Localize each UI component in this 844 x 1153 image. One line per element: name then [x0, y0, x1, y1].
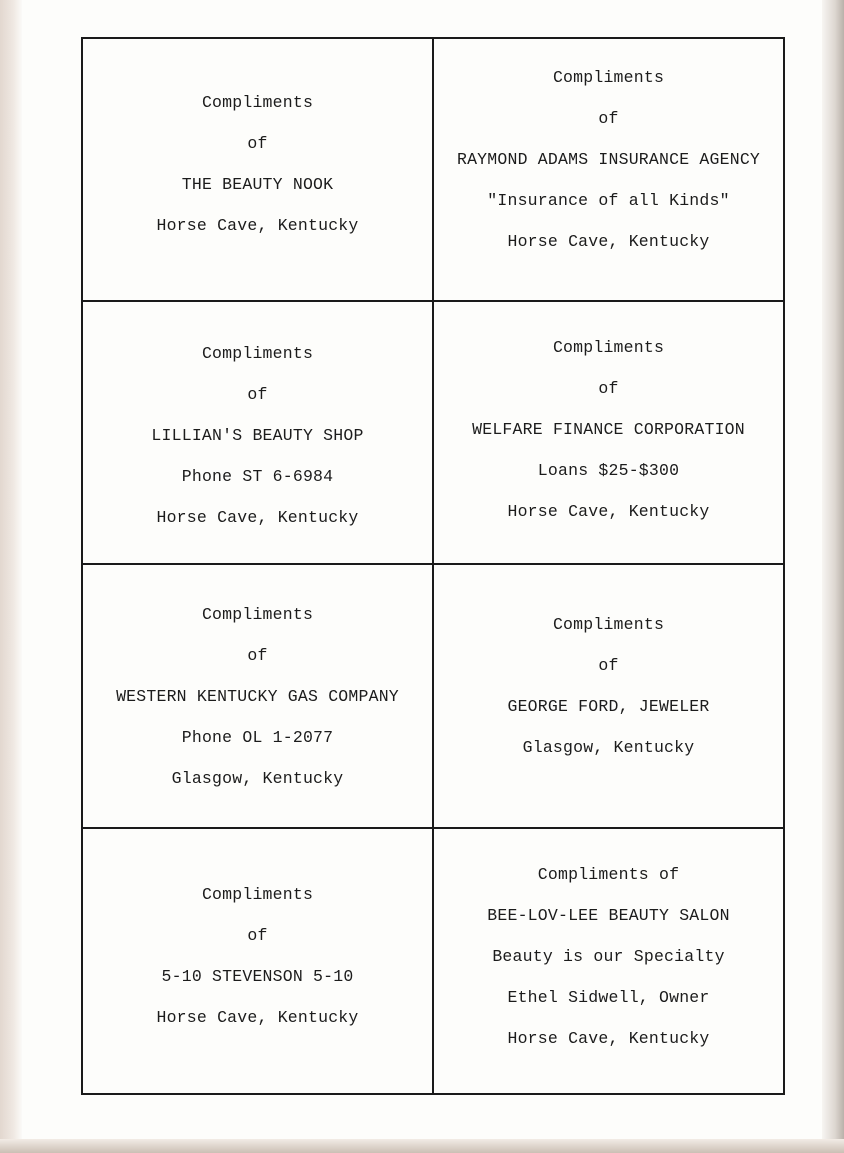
ad-compliments-line: Compliments — [201, 92, 314, 112]
ad-location: Horse Cave, Kentucky — [507, 502, 710, 521]
ad-business-name: THE BEAUTY NOOK — [181, 174, 334, 194]
ad-welfare-finance — [434, 302, 783, 565]
ad-phone: Phone OL 1-2077 — [181, 727, 334, 747]
ad-compliments-line: Compliments — [201, 344, 314, 363]
ad-compliments-line: Compliments — [201, 604, 314, 624]
ad-location: Glasgow, Kentucky — [171, 768, 344, 788]
advertisement-grid — [81, 37, 785, 1095]
ad-raymond-adams-insurance — [434, 39, 783, 302]
ad-slogan: Beauty is our Specialty — [492, 946, 725, 966]
ad-business-name: 5-10 STEVENSON 5-10 — [161, 967, 354, 986]
ad-of-line: of — [247, 926, 268, 945]
ad-compliments-line: Compliments — [552, 68, 665, 87]
ad-western-kentucky-gas — [83, 565, 434, 829]
ad-of-line: of — [247, 385, 268, 404]
ad-lillians-beauty-shop — [83, 302, 434, 565]
ad-offer: Loans $25-$300 — [537, 461, 680, 480]
ad-stevenson — [83, 829, 434, 1093]
ad-location: Horse Cave, Kentucky — [156, 508, 359, 527]
ad-business-name: LILLIAN'S BEAUTY SHOP — [151, 426, 364, 445]
ad-business-name: GEORGE FORD, JEWELER — [507, 697, 710, 716]
ad-of-line: of — [247, 133, 268, 153]
ad-of-line: of — [247, 645, 268, 665]
ad-of-line: of — [598, 109, 619, 128]
ad-compliments-line: Compliments — [552, 615, 665, 634]
ad-bee-lov-lee-beauty-salon — [434, 829, 783, 1093]
ad-phone: Phone ST 6-6984 — [181, 467, 334, 486]
ad-beauty-nook — [83, 39, 434, 302]
ad-location: Horse Cave, Kentucky — [507, 1028, 710, 1048]
page-left-edge — [0, 0, 22, 1153]
ad-of-line: of — [598, 379, 619, 398]
ad-compliments-line: Compliments of — [537, 864, 680, 884]
ad-location: Horse Cave, Kentucky — [156, 215, 359, 235]
ad-compliments-line: Compliments — [201, 885, 314, 904]
ad-slogan: "Insurance of all Kinds" — [487, 191, 730, 210]
page-bottom-edge — [0, 1139, 844, 1153]
page-right-edge — [822, 0, 844, 1153]
ad-location: Horse Cave, Kentucky — [156, 1008, 359, 1027]
ad-george-ford-jeweler — [434, 565, 783, 829]
ad-location: Glasgow, Kentucky — [522, 738, 695, 757]
ad-compliments-line: Compliments — [552, 338, 665, 357]
ad-location: Horse Cave, Kentucky — [507, 232, 710, 251]
ad-of-line: of — [598, 656, 619, 675]
ad-business-name: BEE-LOV-LEE BEAUTY SALON — [487, 905, 730, 925]
ad-owner: Ethel Sidwell, Owner — [507, 987, 710, 1007]
ad-business-name: WELFARE FINANCE CORPORATION — [472, 420, 745, 439]
ad-business-name: WESTERN KENTUCKY GAS COMPANY — [116, 686, 399, 706]
ad-business-name: RAYMOND ADAMS INSURANCE AGENCY — [456, 150, 761, 169]
